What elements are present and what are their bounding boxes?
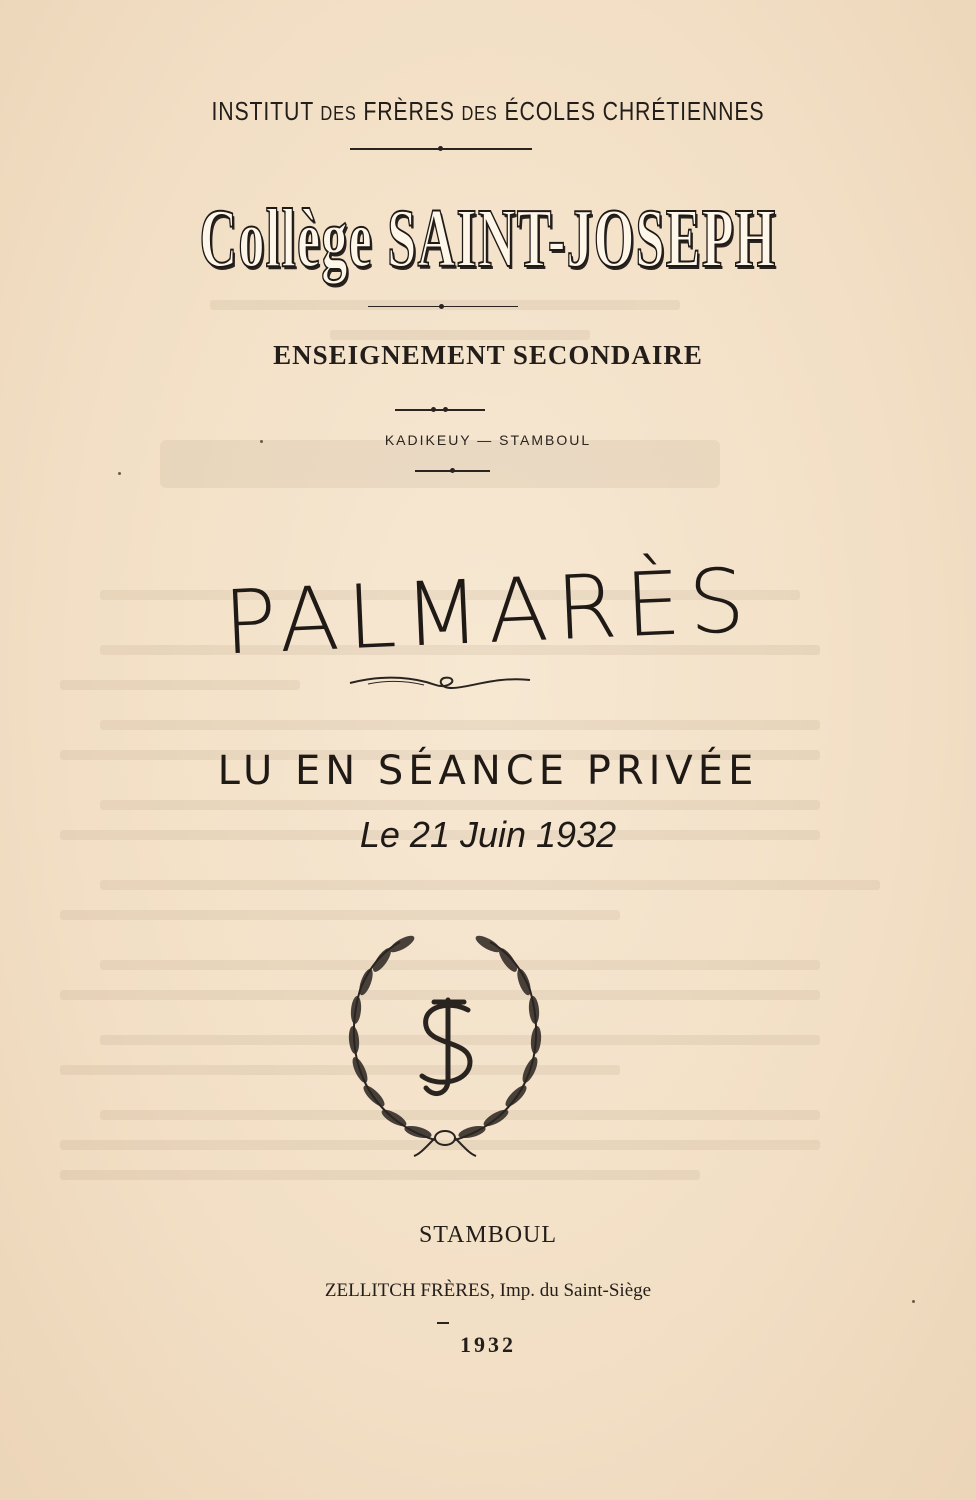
divider-rule <box>415 470 490 472</box>
institut-word: DES <box>461 103 498 125</box>
paper-speck <box>912 1300 915 1303</box>
divider-rule <box>437 1322 449 1324</box>
institut-word: FRÈRES <box>363 96 455 126</box>
year-line: 1932 <box>460 1332 516 1357</box>
institut-word: ÉCOLES CHRÉTIENNES <box>504 96 765 126</box>
reading-line: LU EN SÉANCE PRIVÉE <box>217 748 759 794</box>
paper-speck <box>260 440 263 443</box>
divider-rule <box>350 148 532 150</box>
paper-speck <box>118 472 121 475</box>
main-title: PALMARÈS <box>221 548 755 675</box>
institut-heading <box>88 96 888 127</box>
wreath-monogram-icon <box>330 930 560 1160</box>
city-line: STAMBOUL <box>418 1222 558 1248</box>
institut-word: DES <box>320 103 357 125</box>
ornament-flourish-icon <box>348 670 532 696</box>
location-line: KADIKEUY — STAMBOUL <box>384 432 592 448</box>
printer-line: ZELLITCH FRÈRES, Imp. du Saint-Siège <box>324 1280 652 1301</box>
college-title: Collège SAINT-JOSEPH <box>199 192 777 285</box>
divider-rule <box>368 306 518 307</box>
date-line: Le 21 Juin 1932 <box>359 814 617 855</box>
divider-rule <box>395 409 485 411</box>
institut-word: INSTITUT <box>211 96 314 126</box>
subtitle: ENSEIGNEMENT SECONDAIRE <box>273 340 703 370</box>
